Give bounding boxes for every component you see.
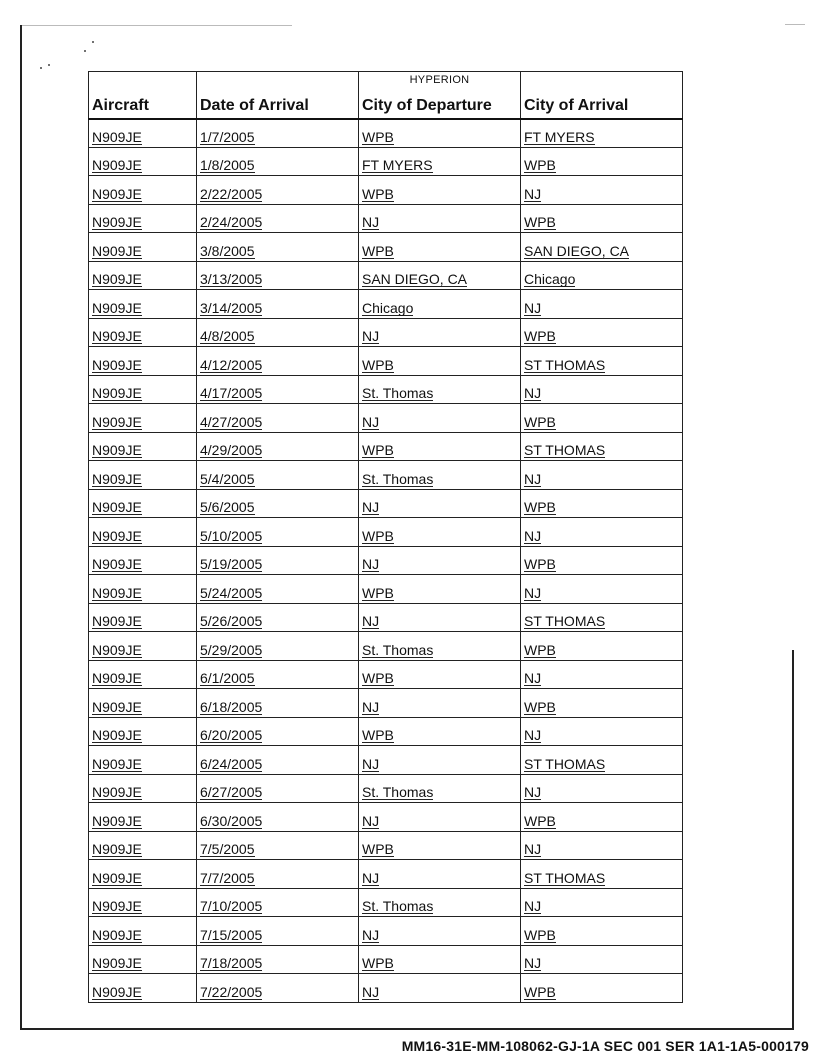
aircraft-cell-text: N909JE (92, 812, 142, 829)
departure-cell (359, 518, 521, 547)
table-row (89, 233, 683, 262)
aircraft-cell-text: N909JE (92, 499, 142, 515)
page-border-top-right (785, 24, 805, 25)
arrival-cell (521, 432, 683, 461)
date-cell (197, 632, 359, 661)
date-cell-text: 7/18/2005 (200, 955, 263, 971)
arrival-cell-text: ST THOMAS (524, 442, 606, 458)
flight-log-body (89, 119, 683, 1003)
page-border-left (20, 25, 22, 1030)
date-cell (197, 233, 359, 262)
date-cell-text: 3/8/2005 (200, 242, 255, 259)
aircraft-cell (89, 945, 197, 974)
date-cell (197, 660, 359, 689)
departure-cell-text: WPB (362, 242, 394, 259)
arrival-cell-text: Chicago (524, 271, 576, 287)
departure-cell-text: WPB (362, 128, 394, 145)
aircraft-cell (89, 489, 197, 518)
arrival-cell (521, 176, 683, 205)
aircraft-cell-text: N909JE (92, 242, 142, 259)
date-cell (197, 603, 359, 632)
aircraft-cell (89, 746, 197, 775)
arrival-cell-text: FT MYERS (524, 128, 595, 145)
departure-cell (359, 489, 521, 518)
date-cell (197, 888, 359, 917)
arrival-cell (521, 119, 683, 148)
aircraft-cell-text: N909JE (92, 527, 142, 544)
departure-cell (359, 233, 521, 262)
arrival-cell (521, 746, 683, 775)
table-row (89, 404, 683, 433)
date-cell (197, 546, 359, 575)
table-row (89, 518, 683, 547)
arrival-cell-text: NJ (524, 670, 542, 686)
arrival-cell-text: WPB (524, 812, 556, 829)
date-cell (197, 689, 359, 718)
aircraft-cell (89, 204, 197, 233)
aircraft-cell-text: N909JE (92, 328, 142, 344)
table-row (89, 119, 683, 148)
arrival-cell-text: WPB (524, 214, 556, 230)
date-cell-text: 5/26/2005 (200, 613, 263, 629)
arrival-cell (521, 489, 683, 518)
aircraft-cell-text: N909JE (92, 955, 142, 971)
arrival-cell (521, 204, 683, 233)
departure-cell (359, 831, 521, 860)
header-city-of-arrival: City of Arrival (521, 72, 683, 119)
arrival-cell (521, 318, 683, 347)
aircraft-cell-text: N909JE (92, 470, 142, 487)
date-cell-text: 7/22/2005 (200, 983, 263, 1000)
date-cell (197, 318, 359, 347)
aircraft-cell-text: N909JE (92, 898, 142, 914)
arrival-cell (521, 233, 683, 262)
aircraft-cell-text: N909JE (92, 869, 142, 886)
departure-cell (359, 746, 521, 775)
page-border-bottom (20, 1028, 794, 1030)
date-cell (197, 347, 359, 376)
table-row (89, 831, 683, 860)
arrival-cell-text: NJ (524, 527, 542, 544)
arrival-cell-text: WPB (524, 499, 556, 515)
date-cell-text: 4/8/2005 (200, 328, 255, 344)
date-cell-text: 7/5/2005 (200, 841, 255, 857)
arrival-cell (521, 375, 683, 404)
aircraft-cell (89, 803, 197, 832)
departure-cell (359, 575, 521, 604)
departure-cell (359, 404, 521, 433)
date-cell-text: 2/24/2005 (200, 214, 263, 230)
table-header-row (89, 72, 683, 119)
date-cell-text: 5/4/2005 (200, 470, 255, 487)
aircraft-cell (89, 119, 197, 148)
scan-speck (84, 50, 86, 52)
date-cell (197, 147, 359, 176)
aircraft-cell-text: N909JE (92, 299, 142, 316)
arrival-cell-text: WPB (524, 157, 556, 173)
aircraft-cell (89, 917, 197, 946)
table-row (89, 774, 683, 803)
departure-cell (359, 860, 521, 889)
departure-cell-text: WPB (362, 670, 394, 686)
date-cell-text: 4/12/2005 (200, 356, 263, 373)
aircraft-cell (89, 347, 197, 376)
departure-cell-text: NJ (362, 328, 380, 344)
table-row (89, 689, 683, 718)
date-cell (197, 119, 359, 148)
date-cell (197, 375, 359, 404)
table-row (89, 603, 683, 632)
departure-cell (359, 318, 521, 347)
aircraft-cell (89, 233, 197, 262)
date-cell-text: 1/7/2005 (200, 128, 255, 145)
header-date-of-arrival: Date of Arrival (197, 72, 359, 119)
date-cell (197, 176, 359, 205)
aircraft-cell (89, 689, 197, 718)
departure-cell (359, 774, 521, 803)
scan-speck (40, 67, 42, 69)
date-cell-text: 6/30/2005 (200, 812, 263, 829)
date-cell-text: 7/7/2005 (200, 869, 255, 886)
header-city-of-departure (359, 72, 521, 119)
arrival-cell-text: NJ (524, 299, 542, 316)
departure-cell-text: NJ (362, 556, 380, 572)
table-row (89, 432, 683, 461)
aircraft-cell (89, 518, 197, 547)
aircraft-cell (89, 660, 197, 689)
aircraft-cell (89, 603, 197, 632)
date-cell (197, 518, 359, 547)
departure-cell-text: FT MYERS (362, 157, 433, 173)
aircraft-cell-text: N909JE (92, 727, 142, 743)
arrival-cell (521, 917, 683, 946)
arrival-cell-text: NJ (524, 898, 542, 914)
aircraft-cell-text: N909JE (92, 157, 142, 173)
arrival-cell-text: ST THOMAS (524, 755, 606, 772)
departure-cell (359, 974, 521, 1003)
aircraft-cell-text: N909JE (92, 670, 142, 686)
arrival-cell-text: WPB (524, 641, 556, 658)
arrival-cell-text: NJ (524, 470, 542, 487)
departure-cell-text: SAN DIEGO, CA (362, 271, 468, 287)
arrival-cell (521, 860, 683, 889)
aircraft-cell-text: N909JE (92, 128, 142, 145)
departure-cell-text: NJ (362, 755, 380, 772)
arrival-cell-text: NJ (524, 841, 542, 857)
table-row (89, 461, 683, 490)
date-cell-text: 7/10/2005 (200, 898, 263, 914)
aircraft-cell (89, 888, 197, 917)
aircraft-cell-text: N909JE (92, 556, 142, 572)
arrival-cell-text: WPB (524, 983, 556, 1000)
date-cell-text: 4/17/2005 (200, 385, 263, 401)
departure-cell (359, 147, 521, 176)
date-cell (197, 774, 359, 803)
table-row (89, 489, 683, 518)
departure-cell (359, 432, 521, 461)
date-cell-text: 4/27/2005 (200, 413, 263, 430)
departure-cell (359, 888, 521, 917)
aircraft-cell-text: N909JE (92, 926, 142, 943)
date-cell (197, 803, 359, 832)
arrival-cell-text: WPB (524, 413, 556, 430)
arrival-cell (521, 803, 683, 832)
date-cell-text: 4/29/2005 (200, 442, 263, 458)
aircraft-cell (89, 632, 197, 661)
departure-cell-text: WPB (362, 442, 394, 458)
arrival-cell-text: NJ (524, 385, 542, 401)
arrival-cell-text: SAN DIEGO, CA (524, 242, 630, 259)
arrival-cell (521, 974, 683, 1003)
date-cell (197, 461, 359, 490)
aircraft-cell (89, 147, 197, 176)
aircraft-cell (89, 261, 197, 290)
aircraft-cell (89, 432, 197, 461)
departure-cell-text: NJ (362, 983, 380, 1000)
arrival-cell (521, 147, 683, 176)
date-cell-text: 6/24/2005 (200, 755, 263, 772)
aircraft-cell-text: N909JE (92, 698, 142, 715)
departure-cell (359, 461, 521, 490)
departure-cell-text: NJ (362, 499, 380, 515)
date-cell (197, 404, 359, 433)
aircraft-cell-text: N909JE (92, 271, 142, 287)
departure-cell-text: Chicago (362, 299, 414, 316)
table-row (89, 945, 683, 974)
table-row (89, 575, 683, 604)
date-cell-text: 5/29/2005 (200, 641, 263, 658)
arrival-cell-text: WPB (524, 698, 556, 715)
departure-cell (359, 632, 521, 661)
arrival-cell (521, 404, 683, 433)
departure-cell-text: NJ (362, 698, 380, 715)
page-border-right (792, 650, 794, 1030)
aircraft-cell-text: N909JE (92, 641, 142, 658)
arrival-cell (521, 717, 683, 746)
departure-cell-text: WPB (362, 584, 394, 601)
arrival-cell (521, 660, 683, 689)
table-row (89, 632, 683, 661)
page-border-top (22, 25, 292, 26)
date-cell-text: 6/27/2005 (200, 784, 263, 800)
date-cell-text: 6/18/2005 (200, 698, 263, 715)
arrival-cell (521, 575, 683, 604)
date-cell (197, 717, 359, 746)
departure-cell (359, 717, 521, 746)
date-cell (197, 204, 359, 233)
arrival-cell-text: WPB (524, 926, 556, 943)
departure-cell (359, 290, 521, 319)
header-city-of-departure-label: City of Departure (362, 96, 492, 114)
aircraft-cell-text: N909JE (92, 784, 142, 800)
arrival-cell (521, 603, 683, 632)
date-cell (197, 432, 359, 461)
arrival-cell (521, 888, 683, 917)
arrival-cell (521, 290, 683, 319)
aircraft-cell (89, 860, 197, 889)
flight-log-table (88, 71, 683, 1003)
arrival-cell (521, 518, 683, 547)
arrival-cell (521, 461, 683, 490)
aircraft-cell (89, 404, 197, 433)
arrival-cell (521, 347, 683, 376)
departure-cell-text: St. Thomas (362, 898, 434, 914)
aircraft-cell-text: N909JE (92, 413, 142, 430)
date-cell (197, 746, 359, 775)
arrival-cell-text: NJ (524, 727, 542, 743)
departure-cell (359, 347, 521, 376)
departure-cell-text: St. Thomas (362, 470, 434, 487)
aircraft-cell (89, 575, 197, 604)
date-cell-text: 7/15/2005 (200, 926, 263, 943)
departure-cell (359, 261, 521, 290)
aircraft-cell-text: N909JE (92, 841, 142, 857)
arrival-cell-text: ST THOMAS (524, 869, 606, 886)
departure-cell (359, 546, 521, 575)
departure-cell-text: NJ (362, 613, 380, 629)
aircraft-cell-text: N909JE (92, 983, 142, 1000)
arrival-cell (521, 831, 683, 860)
aircraft-cell (89, 974, 197, 1003)
departure-cell-text: NJ (362, 413, 380, 430)
hyperion-stamp: HYPERION (409, 74, 470, 86)
aircraft-cell-text: N909JE (92, 755, 142, 772)
table-row (89, 660, 683, 689)
aircraft-cell-text: N909JE (92, 185, 142, 202)
table-row (89, 375, 683, 404)
departure-cell-text: WPB (362, 527, 394, 544)
table-row (89, 888, 683, 917)
departure-cell (359, 660, 521, 689)
aircraft-cell (89, 375, 197, 404)
aircraft-cell (89, 546, 197, 575)
departure-cell-text: NJ (362, 926, 380, 943)
date-cell (197, 261, 359, 290)
arrival-cell (521, 945, 683, 974)
arrival-cell-text: NJ (524, 584, 542, 601)
date-cell-text: 1/8/2005 (200, 157, 255, 173)
aircraft-cell-text: N909JE (92, 613, 142, 629)
aircraft-cell-text: N909JE (92, 584, 142, 601)
departure-cell (359, 603, 521, 632)
aircraft-cell (89, 461, 197, 490)
arrival-cell-text: NJ (524, 185, 542, 202)
table-row (89, 261, 683, 290)
aircraft-cell (89, 774, 197, 803)
table-row (89, 290, 683, 319)
aircraft-cell (89, 176, 197, 205)
departure-cell (359, 945, 521, 974)
departure-cell (359, 119, 521, 148)
table-row (89, 917, 683, 946)
date-cell-text: 6/1/2005 (200, 670, 255, 686)
aircraft-cell (89, 290, 197, 319)
departure-cell-text: NJ (362, 869, 380, 886)
table-row (89, 147, 683, 176)
aircraft-cell-text: N909JE (92, 442, 142, 458)
date-cell (197, 917, 359, 946)
date-cell (197, 974, 359, 1003)
table-row (89, 318, 683, 347)
table-row (89, 746, 683, 775)
arrival-cell-text: ST THOMAS (524, 356, 606, 373)
departure-cell (359, 803, 521, 832)
departure-cell-text: WPB (362, 955, 394, 971)
departure-cell (359, 204, 521, 233)
arrival-cell-text: ST THOMAS (524, 613, 606, 629)
aircraft-cell-text: N909JE (92, 214, 142, 230)
date-cell-text: 2/22/2005 (200, 185, 263, 202)
arrival-cell-text: WPB (524, 556, 556, 572)
table-row (89, 204, 683, 233)
departure-cell (359, 689, 521, 718)
departure-cell-text: St. Thomas (362, 784, 434, 800)
date-cell (197, 860, 359, 889)
date-cell (197, 575, 359, 604)
table-row (89, 176, 683, 205)
date-cell (197, 831, 359, 860)
departure-cell (359, 176, 521, 205)
arrival-cell (521, 689, 683, 718)
aircraft-cell-text: N909JE (92, 356, 142, 373)
table-row (89, 803, 683, 832)
arrival-cell (521, 774, 683, 803)
date-cell (197, 489, 359, 518)
date-cell-text: 5/24/2005 (200, 584, 263, 601)
date-cell-text: 3/14/2005 (200, 299, 263, 316)
arrival-cell-text: NJ (524, 955, 542, 971)
date-cell (197, 945, 359, 974)
scan-speck (92, 41, 94, 43)
arrival-cell-text: WPB (524, 328, 556, 344)
departure-cell-text: WPB (362, 727, 394, 743)
date-cell-text: 5/6/2005 (200, 499, 255, 515)
date-cell-text: 6/20/2005 (200, 727, 263, 743)
bates-footer: MM16-31E-MM-108062-GJ-1A SEC 001 SER 1A1-1A5-000179 (401, 1038, 809, 1054)
table-row (89, 974, 683, 1003)
scan-speck (48, 64, 50, 66)
departure-cell (359, 375, 521, 404)
departure-cell (359, 917, 521, 946)
date-cell-text: 3/13/2005 (200, 271, 263, 287)
arrival-cell-text: NJ (524, 784, 542, 800)
table-row (89, 546, 683, 575)
arrival-cell (521, 546, 683, 575)
table-row (89, 717, 683, 746)
departure-cell-text: WPB (362, 841, 394, 857)
table-row (89, 860, 683, 889)
departure-cell-text: NJ (362, 812, 380, 829)
departure-cell-text: St. Thomas (362, 385, 434, 401)
departure-cell-text: NJ (362, 214, 380, 230)
arrival-cell (521, 632, 683, 661)
aircraft-cell (89, 318, 197, 347)
aircraft-cell (89, 717, 197, 746)
aircraft-cell (89, 831, 197, 860)
departure-cell-text: St. Thomas (362, 641, 434, 658)
date-cell (197, 290, 359, 319)
header-aircraft: Aircraft (89, 72, 197, 119)
departure-cell-text: WPB (362, 356, 394, 373)
aircraft-cell-text: N909JE (92, 385, 142, 401)
arrival-cell (521, 261, 683, 290)
table-row (89, 347, 683, 376)
date-cell-text: 5/10/2005 (200, 527, 263, 544)
date-cell-text: 5/19/2005 (200, 556, 263, 572)
departure-cell-text: WPB (362, 185, 394, 202)
